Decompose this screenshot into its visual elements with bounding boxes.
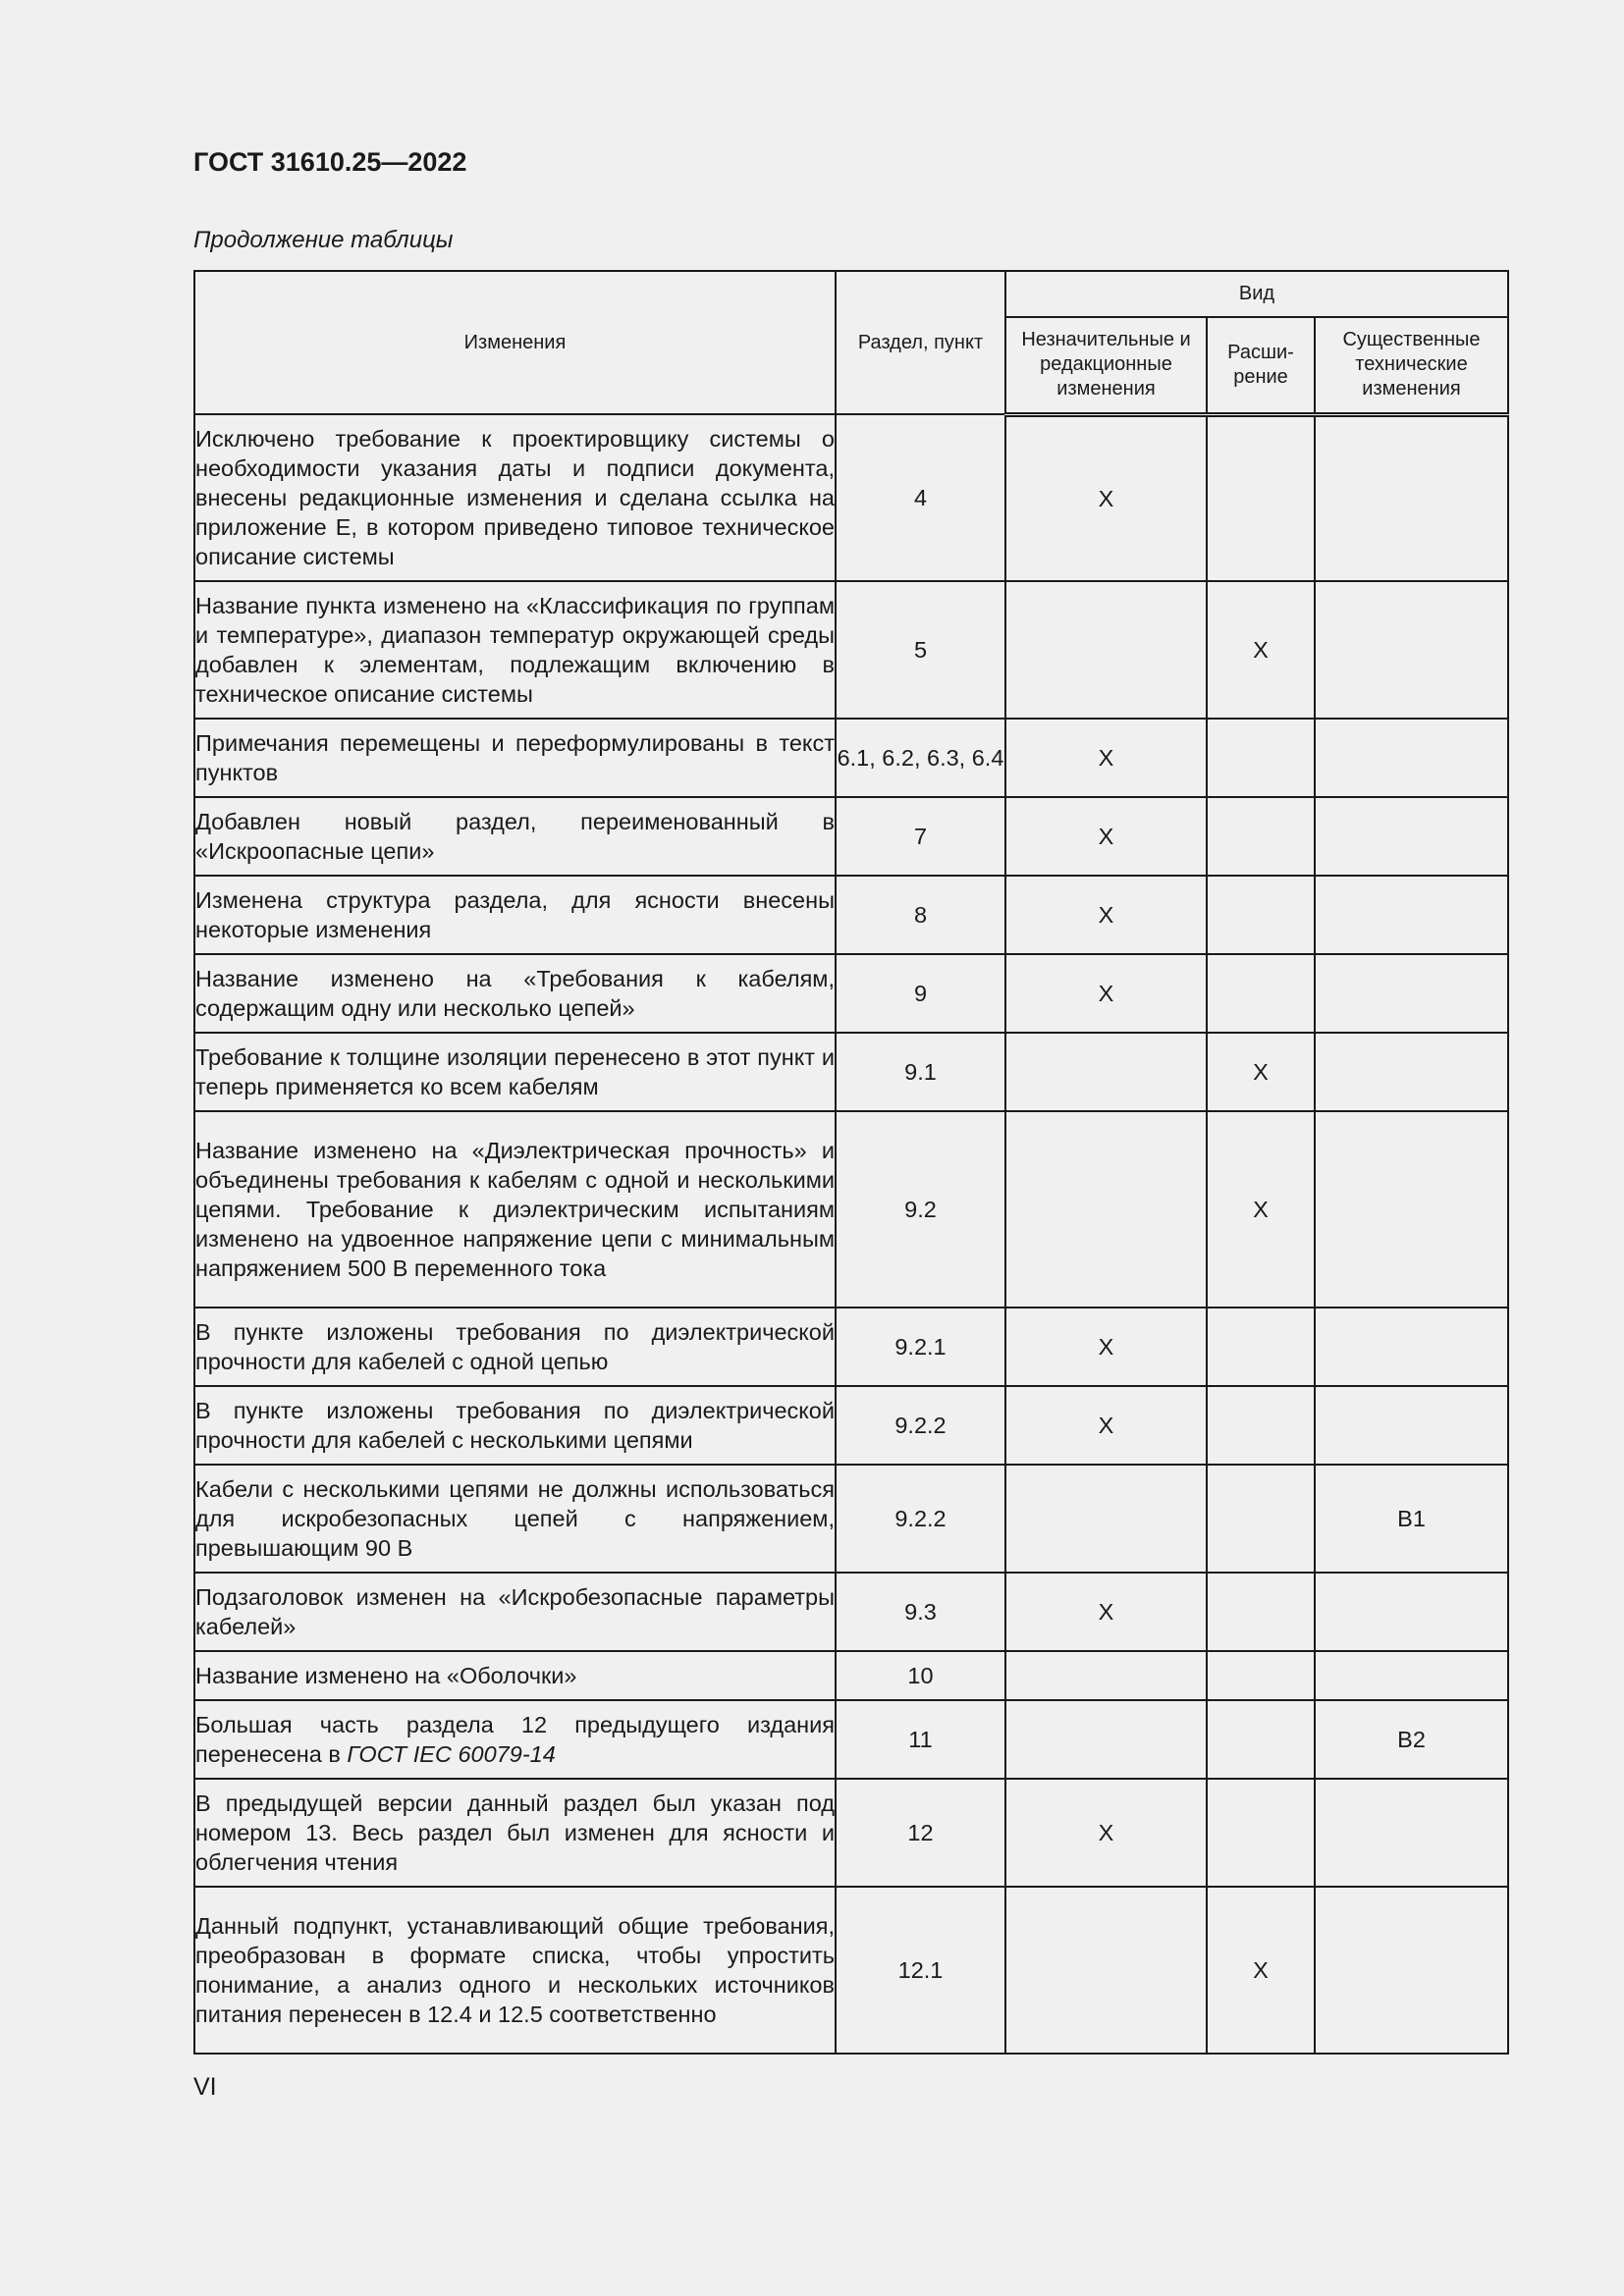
minor-mark: X	[1005, 954, 1207, 1033]
section-cell: 9.2.1	[836, 1308, 1005, 1386]
minor-mark: X	[1005, 719, 1207, 797]
major-mark	[1315, 1651, 1508, 1700]
major-mark	[1315, 1386, 1508, 1465]
major-mark	[1315, 1308, 1508, 1386]
table-row	[194, 1465, 1508, 1573]
extension-mark: X	[1207, 1033, 1315, 1111]
change-description: Подзаголовок изменен на «Искробезопасные параметры кабелей»	[194, 1573, 836, 1651]
change-description: Требование к толщине изоляции перенесено в этот пункт и теперь применяется ко всем кабелям	[194, 1033, 836, 1111]
section-cell: 9	[836, 954, 1005, 1033]
minor-mark: X	[1005, 1573, 1207, 1651]
table-row	[194, 1573, 1508, 1651]
table-row	[194, 1111, 1508, 1308]
minor-mark	[1005, 581, 1207, 719]
major-mark	[1315, 1573, 1508, 1651]
change-description: Кабели с несколькими цепями не должны использоваться для искробезопасных цепей с напряжением, превышающим 90 В	[194, 1465, 836, 1573]
section-cell: 11	[836, 1700, 1005, 1779]
extension-mark: X	[1207, 581, 1315, 719]
document-code: ГОСТ 31610.25—2022	[193, 147, 467, 177]
minor-mark	[1005, 1887, 1207, 2054]
change-description: В пункте изложены требования по диэлектрической прочности для кабелей с одной цепью	[194, 1308, 836, 1386]
change-text: Большая часть раздела 12 предыдущего издания перенесена в	[195, 1712, 835, 1767]
extension-mark	[1207, 719, 1315, 797]
table-row	[194, 1033, 1508, 1111]
minor-mark	[1005, 1111, 1207, 1308]
table-row	[194, 1651, 1508, 1700]
extension-mark	[1207, 1779, 1315, 1887]
table-row	[194, 581, 1508, 719]
section-cell: 9.3	[836, 1573, 1005, 1651]
table-row	[194, 1700, 1508, 1779]
change-description	[194, 1700, 836, 1779]
major-mark	[1315, 581, 1508, 719]
change-description: Название изменено на «Оболочки»	[194, 1651, 836, 1700]
header-minor: Незначительные и редакционные изменения	[1005, 317, 1207, 414]
extension-mark	[1207, 414, 1315, 581]
section-cell: 4	[836, 414, 1005, 581]
extension-mark: X	[1207, 1887, 1315, 2054]
minor-mark: X	[1005, 1779, 1207, 1887]
minor-mark: X	[1005, 1386, 1207, 1465]
change-description: Исключено требование к проектировщику системы о необходимости указания даты и подписи документа, внесены редакционные изменения и сделана ссылка на приложение Е, в котором приведено типовое техническое описание системы	[194, 414, 836, 581]
table-row	[194, 797, 1508, 876]
header-extension: Расши-рение	[1207, 317, 1315, 414]
table-row	[194, 719, 1508, 797]
section-cell: 6.1, 6.2, 6.3, 6.4	[836, 719, 1005, 797]
extension-mark: X	[1207, 1111, 1315, 1308]
change-description: Название пункта изменено на «Классификация по группам и температуре», диапазон температур окружающей среды добавлен к элементам, подлежащим включению в техническое описание системы	[194, 581, 836, 719]
table-row	[194, 1386, 1508, 1465]
major-mark	[1315, 1111, 1508, 1308]
major-mark	[1315, 1033, 1508, 1111]
section-cell: 12.1	[836, 1887, 1005, 2054]
major-mark	[1315, 876, 1508, 954]
change-description: Изменена структура раздела, для ясности внесены некоторые изменения	[194, 876, 836, 954]
change-description: В пункте изложены требования по диэлектрической прочности для кабелей с несколькими цепями	[194, 1386, 836, 1465]
minor-mark	[1005, 1033, 1207, 1111]
minor-mark: X	[1005, 414, 1207, 581]
extension-mark	[1207, 1651, 1315, 1700]
table-row	[194, 954, 1508, 1033]
table-row	[194, 414, 1508, 581]
change-description: Данный подпункт, устанавливающий общие требования, преобразован в формате списка, чтобы упростить понимание, а анализ одного и нескольких источников питания перенесен в 12.4 и 12.5 соответственно	[194, 1887, 836, 2054]
section-cell: 9.2.2	[836, 1465, 1005, 1573]
changes-table	[193, 270, 1509, 2055]
extension-mark	[1207, 1308, 1315, 1386]
extension-mark	[1207, 1465, 1315, 1573]
minor-mark: X	[1005, 876, 1207, 954]
section-cell: 5	[836, 581, 1005, 719]
minor-mark	[1005, 1700, 1207, 1779]
extension-mark	[1207, 954, 1315, 1033]
major-mark	[1315, 954, 1508, 1033]
minor-mark	[1005, 1465, 1207, 1573]
table-continued-caption: Продолжение таблицы	[193, 227, 454, 253]
extension-mark	[1207, 876, 1315, 954]
minor-mark	[1005, 1651, 1207, 1700]
change-description: Название изменено на «Диэлектрическая прочность» и объединены требования к кабелям с одной и несколькими цепями. Требование к диэлектрическим испытаниям изменено на удвоенное напряжение цепи с минимальным напряжением 500 В переменного тока	[194, 1111, 836, 1308]
table-row	[194, 1887, 1508, 2054]
standard-reference: ГОСТ IEC 60079-14	[347, 1741, 556, 1767]
minor-mark: X	[1005, 797, 1207, 876]
major-mark	[1315, 414, 1508, 581]
extension-mark	[1207, 1700, 1315, 1779]
change-description: Примечания перемещены и переформулированы в текст пунктов	[194, 719, 836, 797]
change-description: Добавлен новый раздел, переименованный в «Искроопасные цепи»	[194, 797, 836, 876]
major-mark	[1315, 797, 1508, 876]
major-mark	[1315, 719, 1508, 797]
section-cell: 9.2.2	[836, 1386, 1005, 1465]
section-cell: 10	[836, 1651, 1005, 1700]
major-mark	[1315, 1887, 1508, 2054]
section-cell: 8	[836, 876, 1005, 954]
header-kind: Вид	[1005, 271, 1508, 317]
major-mark: B1	[1315, 1465, 1508, 1573]
change-description: Название изменено на «Требования к кабелям, содержащим одну или несколько цепей»	[194, 954, 836, 1033]
header-major: Существенные технические изменения	[1315, 317, 1508, 414]
table-row	[194, 1308, 1508, 1386]
extension-mark	[1207, 1386, 1315, 1465]
page-number: VI	[193, 2073, 217, 2101]
section-cell: 12	[836, 1779, 1005, 1887]
table-row	[194, 1779, 1508, 1887]
major-mark: B2	[1315, 1700, 1508, 1779]
table-row	[194, 876, 1508, 954]
major-mark	[1315, 1779, 1508, 1887]
section-cell: 9.2	[836, 1111, 1005, 1308]
header-changes: Изменения	[194, 271, 836, 414]
section-cell: 9.1	[836, 1033, 1005, 1111]
minor-mark: X	[1005, 1308, 1207, 1386]
section-cell: 7	[836, 797, 1005, 876]
change-description: В предыдущей версии данный раздел был указан под номером 13. Весь раздел был изменен для ясности и облегчения чтения	[194, 1779, 836, 1887]
header-section: Раздел, пункт	[836, 271, 1005, 414]
extension-mark	[1207, 1573, 1315, 1651]
extension-mark	[1207, 797, 1315, 876]
